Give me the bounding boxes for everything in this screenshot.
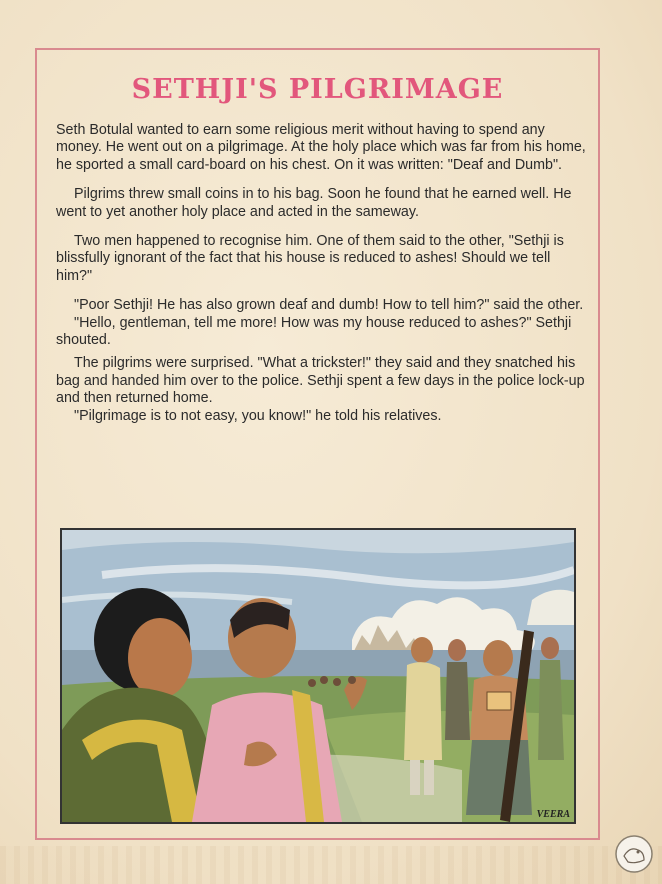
paragraph-3: Two men happened to recognise him. One of them said to the other, "Sethji is blissfully ignorant of the fact that his house is reduced to ashes! Should we tell him?" xyxy=(56,233,564,284)
illustration-signature: VEERA xyxy=(536,809,570,820)
page-bottom-strip xyxy=(0,846,662,884)
paragraph-6: The pilgrims were surprised. "What a trickster!" they said and they snatched his bag and handed him over to the police. Sethji spent a few days in the police lock-up and then returned home. xyxy=(56,355,585,407)
library-stamp xyxy=(614,834,654,874)
paragraph-7: "Pilgrimage is to not easy, you know!" he told his relatives. xyxy=(74,407,442,424)
stamp-icon xyxy=(614,834,654,874)
illustration-scene xyxy=(62,530,574,822)
paragraph-5: "Hello, gentleman, tell me more! How was my house reduced to ashes?" Sethji shouted. xyxy=(56,314,572,349)
story-title: SETHJI'S PILGRIMAGE xyxy=(131,74,504,105)
story-body xyxy=(56,122,588,425)
paragraph-2: Pilgrims threw small coins in to his bag. Soon he found that he earned well. He went to yet another holy place and acted in the sameway. xyxy=(56,186,572,220)
paragraph-4: "Poor Sethji! He has also grown deaf and dumb! How to tell him?" said the other. xyxy=(74,297,584,314)
story-illustration xyxy=(60,528,576,824)
paragraph-1: Seth Botulal wanted to earn some religious merit without having to spend any money. He went out on a pilgrimage. At the holy place which was far from his home, he sported a small card-board on his chest. On it was written: "Deaf and Dumb". xyxy=(56,122,586,173)
